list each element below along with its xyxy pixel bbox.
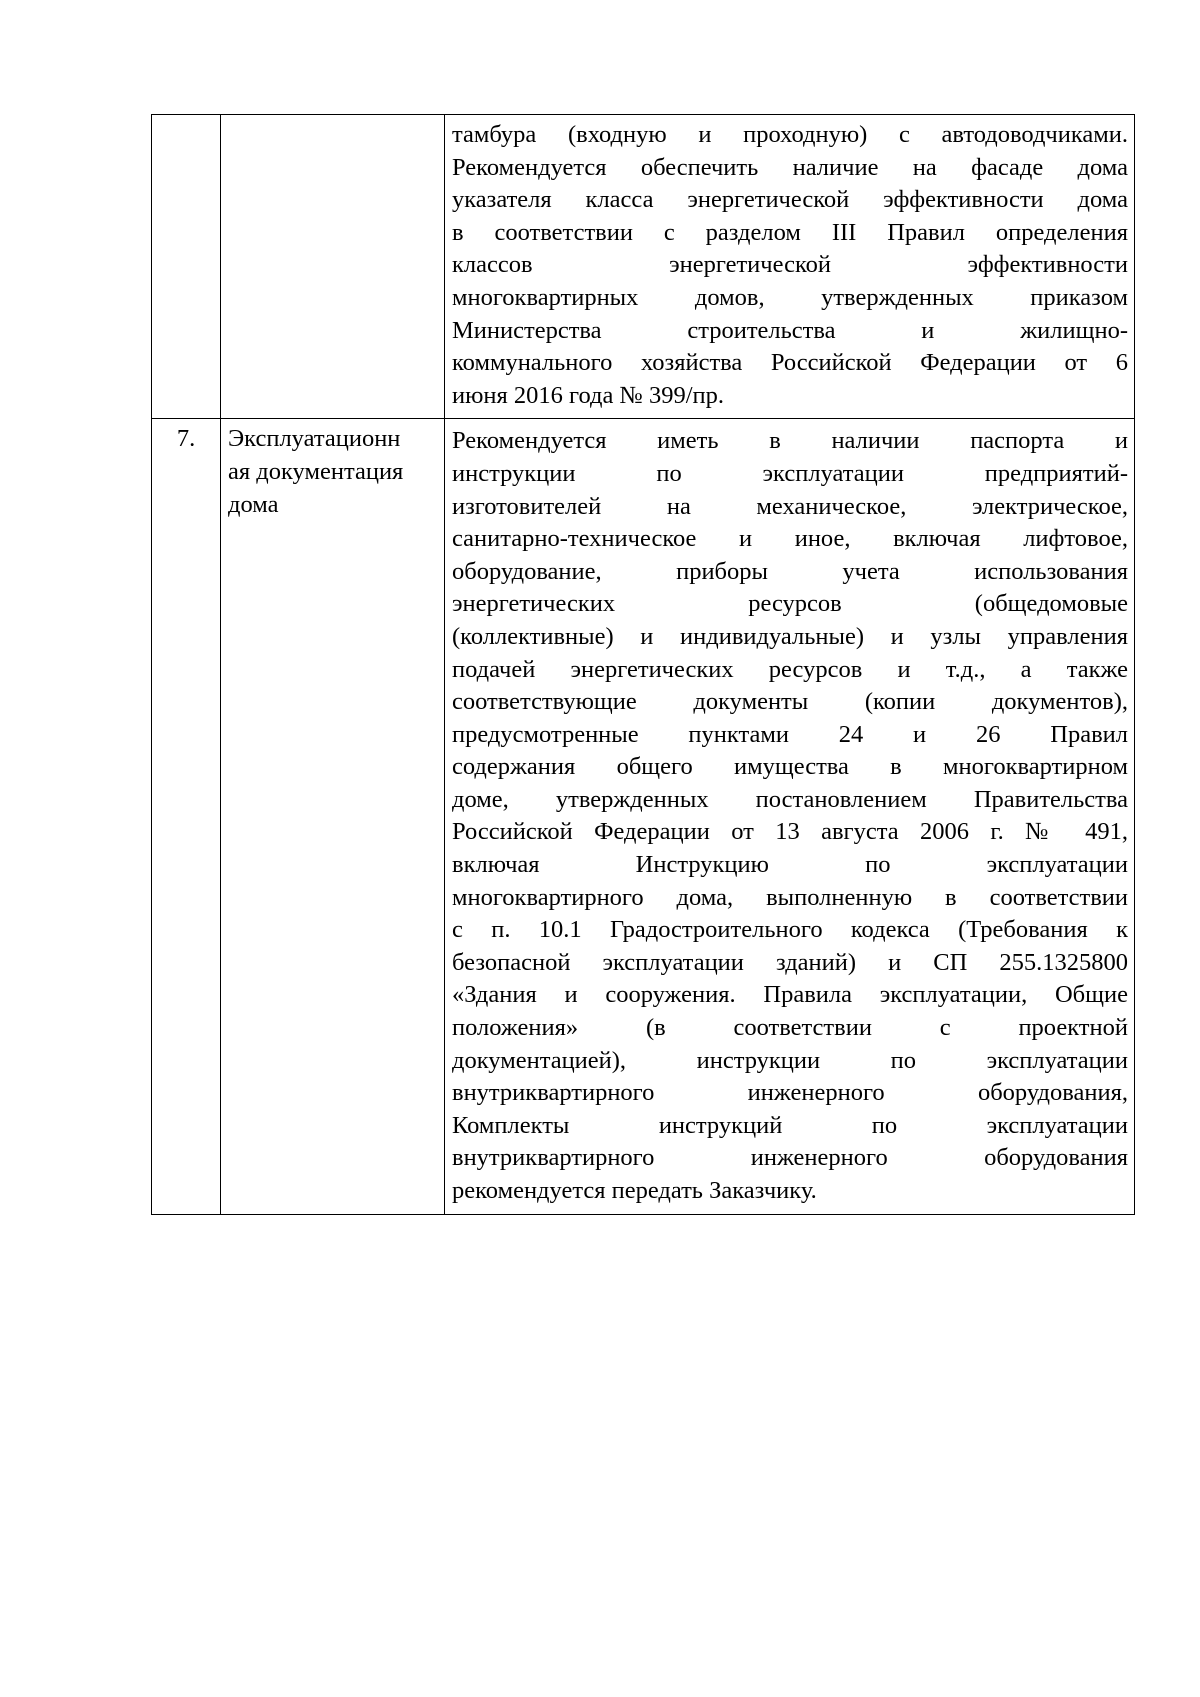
row-name-line: ая документация	[228, 457, 404, 485]
description-line: с п. 10.1 Градостроительного кодекса (Требования к	[452, 916, 1128, 944]
description-line: соответствующие документы (копии документов),	[452, 688, 1128, 716]
requirements-table	[151, 114, 1135, 1215]
description-line: «Здания и сооружения. Правила эксплуатации, Общие	[452, 981, 1128, 1009]
description-line: оборудование, приборы учета использования	[452, 557, 1128, 585]
description-line: Министерства строительства и жилищно-	[452, 316, 1128, 344]
description-line: Комплекты инструкций по эксплуатации	[452, 1111, 1128, 1139]
description-line: предусмотренные пунктами 24 и 26 Правил	[452, 720, 1128, 748]
description-line: внутриквартирного инженерного оборудования,	[452, 1079, 1128, 1107]
description-line: доме, утвержденных постановлением Правительства	[452, 785, 1128, 813]
description-line: многоквартирных домов, утвержденных приказом	[452, 283, 1128, 311]
description-line: положения» (в соответствии с проектной	[452, 1014, 1128, 1042]
description-line: безопасной эксплуатации зданий) и СП 255.1325800	[452, 948, 1128, 976]
description-line: классов энергетической эффективности	[452, 251, 1128, 279]
description-line: Российской Федерации от 13 августа 2006 г. № 491,	[452, 818, 1128, 846]
description-line: внутриквартирного инженерного оборудования	[452, 1144, 1128, 1172]
row-name-cell	[221, 419, 445, 1214]
row-description-cell	[445, 419, 1135, 1214]
row-description-cell	[445, 115, 1135, 419]
description-line: коммунального хозяйства Российской Федерации от 6	[452, 349, 1128, 377]
description-line: содержания общего имущества в многоквартирном	[452, 753, 1128, 781]
description-line: (коллективные) и индивидуальные) и узлы управления	[452, 622, 1128, 650]
row-name-line: Эксплуатационн	[228, 425, 401, 453]
description-line: рекомендуется передать Заказчику.	[452, 1177, 817, 1204]
description-line: июня 2016 года № 399/пр.	[452, 381, 725, 409]
description-line: многоквартирного дома, выполненную в соответствии	[452, 883, 1128, 911]
description-line: Рекомендуется обеспечить наличие на фасаде дома	[452, 153, 1128, 181]
description-line: санитарно-техническое и иное, включая лифтовое,	[452, 525, 1128, 553]
table-row	[152, 419, 1135, 1214]
description-line: подачей энергетических ресурсов и т.д., а также	[452, 655, 1128, 683]
description-line: в соответствии с разделом III Правил определения	[452, 218, 1128, 246]
description-line: энергетических ресурсов (общедомовые	[452, 590, 1128, 618]
description-line: документацией), инструкции по эксплуатации	[452, 1046, 1128, 1074]
description-line: указателя класса энергетической эффективности дома	[452, 186, 1128, 214]
description-line: инструкции по эксплуатации предприятий-	[452, 459, 1128, 487]
table-row	[152, 115, 1135, 419]
row-name-line: дома	[228, 490, 279, 518]
description-line: изготовителей на механическое, электрическое,	[452, 492, 1128, 520]
row-number-cell: 7.	[152, 419, 221, 1214]
description-line: Рекомендуется иметь в наличии паспорта и	[452, 427, 1128, 455]
description-line: тамбура (входную и проходную) с автодоводчиками.	[452, 121, 1128, 148]
description-line: включая Инструкцию по эксплуатации	[452, 851, 1128, 879]
row-name-cell	[221, 115, 445, 419]
row-number-cell	[152, 115, 221, 419]
